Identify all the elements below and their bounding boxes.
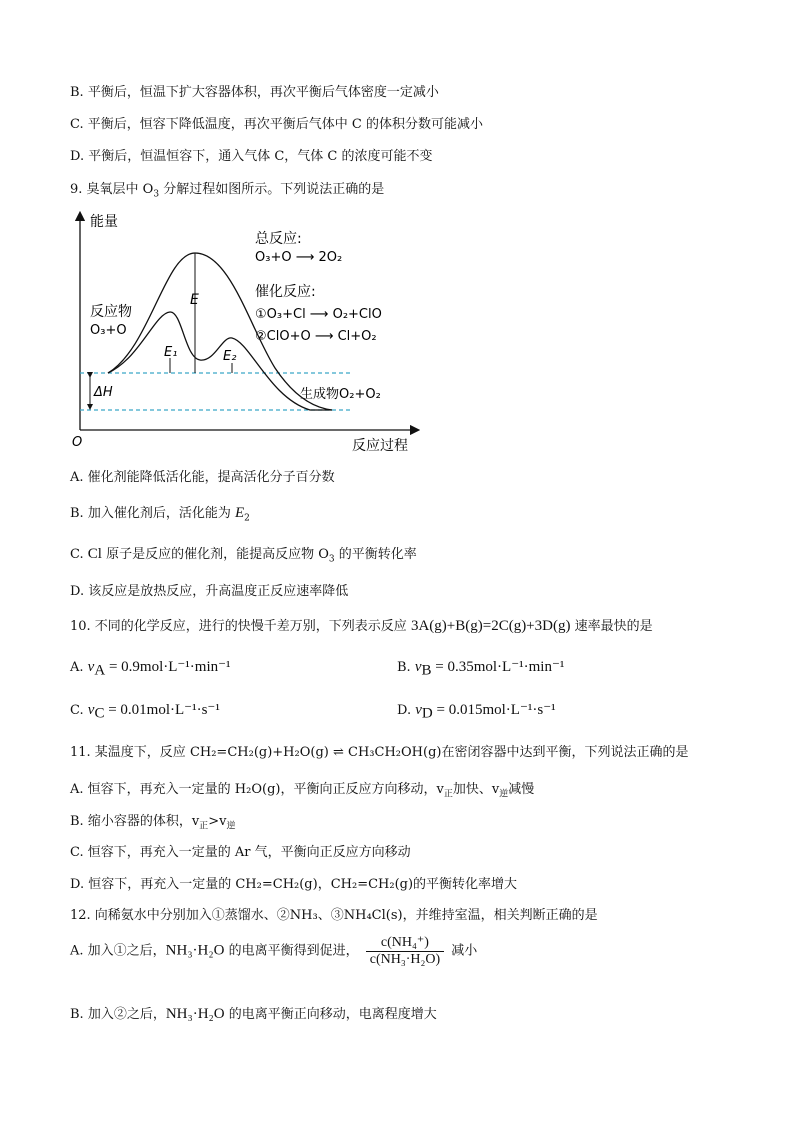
q10-option-a-label: A. — [70, 660, 84, 675]
q9-stem-post: 分解过程如图所示。下列说法正确的是 — [159, 182, 385, 197]
fraction-numerator: c(NH₄⁺) — [366, 934, 444, 952]
q10-stem-post: 速率最快的是 — [570, 619, 653, 634]
q10-option-d — [397, 700, 556, 723]
catalyzed-eq1: ①O₃+Cl ⟶ O₂+ClO — [255, 307, 382, 322]
q8-option-d: D. 平衡后，恒温恒容下，通入气体 C，气体 C 的浓度可能不变 — [70, 149, 433, 164]
q11-option-a-sub2: 逆 — [499, 789, 509, 800]
q9-stem-sub: 3 — [153, 189, 160, 200]
q10-option-d-value: = 0.015mol·L⁻¹·s⁻¹ — [432, 702, 556, 718]
q12-option-b-chem: NH₃·H₂O — [165, 1006, 225, 1022]
q11-option-b — [70, 810, 235, 832]
q9-option-c — [70, 543, 417, 565]
q10-option-c-value: = 0.01mol·L⁻¹·s⁻¹ — [104, 702, 220, 718]
q9-option-c-cl: Cl — [87, 546, 102, 562]
e1-label: E₁ — [164, 345, 178, 360]
q9-option-c-mid: 原子是反应的催化剂，能提高反应物 O — [101, 547, 329, 562]
q10-stem — [70, 615, 653, 635]
q12-option-a-chem: NH₃·H₂O — [165, 942, 225, 959]
q9-option-b-text: B. 加入催化剂后，活化能为 — [70, 506, 235, 521]
q11-option-a-pre: A. 恒容下，再充入一定量的 H₂O(g)，平衡向正反应方向移动，v — [70, 782, 444, 797]
q10-option-a-v: v — [87, 659, 95, 675]
fraction-denominator: c(NH₃·H₂O) — [369, 952, 441, 967]
q10-option-a — [70, 657, 231, 680]
energy-diagram-svg — [70, 208, 430, 458]
q9-option-c-pre: C. — [70, 547, 88, 562]
q12-option-b-pre: B. 加入②之后， — [70, 1007, 166, 1022]
q10-option-d-v: v — [415, 702, 422, 718]
q9-option-a: A. 催化剂能降低活化能，提高活化分子百分数 — [70, 470, 335, 485]
q12-option-a-post: 减小 — [447, 943, 478, 959]
q9-option-b-var: E — [234, 505, 245, 521]
q12-option-a-mid: 的电离平衡得到促进， — [224, 943, 359, 959]
q9-stem — [70, 178, 384, 200]
e-label: E — [190, 292, 199, 308]
product-label: 生成物O₂+O₂ — [300, 387, 381, 402]
q10-option-c-sub: C — [94, 705, 105, 722]
e2-label: E₂ — [223, 349, 237, 364]
q10-option-b-sub: B — [421, 662, 432, 679]
q9-option-c-sub: 3 — [328, 554, 335, 565]
y-axis-label: 能量 — [90, 214, 118, 230]
q9-option-c-post: 的平衡转化率 — [334, 547, 417, 562]
q10-equation: 3A(g)+B(g)=2C(g)+3D(g) — [410, 618, 571, 634]
catalyzed-title: 催化反应: — [255, 284, 316, 300]
q12-option-a — [70, 934, 477, 968]
energy-diagram — [70, 208, 430, 462]
q11-option-b-sub1: 正 — [199, 821, 209, 832]
x-axis-label: 反应过程 — [352, 438, 408, 454]
q11-option-a-mid: 加快、v — [452, 782, 500, 797]
q10-option-a-value: = 0.9mol·L⁻¹·min⁻¹ — [105, 659, 231, 675]
q10-option-d-sub: D — [421, 705, 433, 722]
delta-h-label: ΔH — [94, 385, 113, 400]
q12-option-b-post: 的电离平衡正向移动，电离程度增大 — [224, 1007, 437, 1022]
q12-option-a-fraction — [366, 934, 444, 968]
catalyzed-eq2: ②ClO+O ⟶ Cl+O₂ — [255, 329, 377, 344]
q11-option-a-sub1: 正 — [443, 789, 453, 800]
q10-option-c-v: v — [87, 702, 95, 718]
total-reaction-eq: O₃+O ⟶ 2O₂ — [255, 250, 343, 265]
q11-option-a-post: 减慢 — [508, 782, 535, 797]
q11-option-d: D. 恒容下，再充入一定量的 CH₂=CH₂(g)，CH₂=CH₂(g)的平衡转化率增大 — [70, 877, 518, 892]
total-reaction-title: 总反应: — [255, 231, 302, 247]
q12-option-b — [70, 1003, 437, 1023]
origin-label: O — [72, 435, 83, 450]
q10-option-b — [397, 657, 564, 680]
q11-option-b-mid: >v — [208, 814, 227, 829]
q10-option-b-label: B. — [397, 660, 411, 675]
q12-stem: 12. 向稀氨水中分别加入①蒸馏水、②NH₃、③NH₄Cl(s)，并维持室温，相关判断正确的是 — [70, 908, 598, 923]
reactant-label: 反应物 — [90, 304, 132, 320]
q11-option-c: C. 恒容下，再充入一定量的 Ar 气，平衡向正反应方向移动 — [70, 845, 411, 860]
q12-option-a-pre: A. 加入①之后， — [70, 943, 166, 959]
q10-stem-pre: 10. 不同的化学反应，进行的快慢千差万别，下列表示反应 — [70, 619, 411, 634]
q11-option-a — [70, 778, 534, 800]
q10-option-a-sub: A — [94, 662, 106, 679]
q8-option-b: B. 平衡后，恒温下扩大容器体积，再次平衡后气体密度一定减小 — [70, 85, 439, 100]
q11-option-b-pre: B. 缩小容器的体积，v — [70, 814, 200, 829]
q10-option-d-label: D. — [397, 703, 412, 718]
q9-option-b-sub: 2 — [244, 513, 250, 524]
q11-stem: 11. 某温度下，反应 CH₂=CH₂(g)+H₂O(g) ⇌ CH₃CH₂OH(g)在密闭容器中达到平衡，下列说法正确的是 — [70, 745, 689, 760]
q8-option-c: C. 平衡后，恒容下降低温度，再次平衡后气体中 C 的体积分数可能减小 — [70, 117, 483, 132]
q9-option-b — [70, 502, 250, 524]
q10-option-c — [70, 700, 220, 723]
q11-option-b-sub2: 逆 — [226, 821, 236, 832]
q10-option-b-v: v — [414, 659, 422, 675]
q10-option-c-label: C. — [70, 703, 84, 718]
q9-stem-pre: 9. 臭氧层中 O — [70, 182, 154, 197]
reactant-formula: O₃+O — [90, 323, 127, 338]
q9-option-d: D. 该反应是放热反应，升高温度正反应速率降低 — [70, 584, 349, 599]
q10-option-b-value: = 0.35mol·L⁻¹·min⁻¹ — [431, 659, 565, 675]
